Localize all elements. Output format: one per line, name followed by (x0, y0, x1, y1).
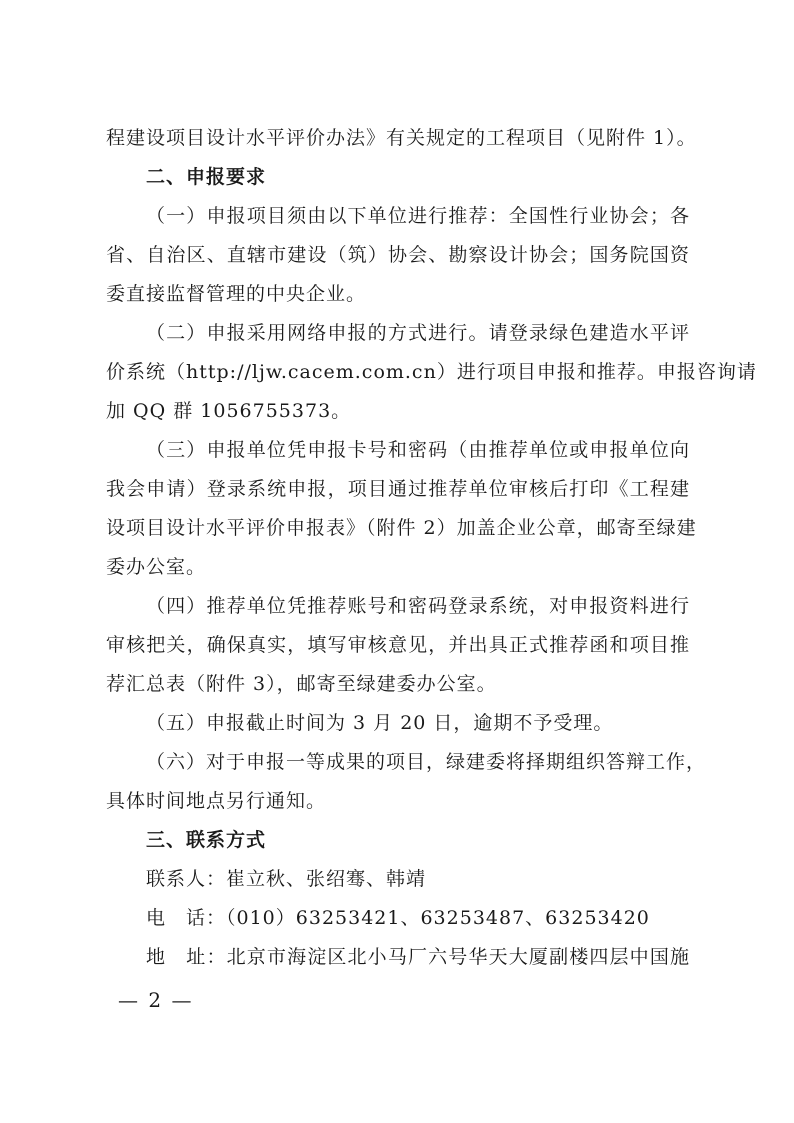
contact-person-line: 联系人：崔立秋、张绍骞、韩靖 (146, 868, 427, 890)
contact-phone-line: 电 话：（010）63253421、63253487、63253420 (146, 907, 650, 929)
paragraph-line: 加 QQ 群 1056755373。 (106, 400, 352, 422)
paragraph-line: （六）对于申报一等成果的项目，绿建委将择期组织答辩工作， (146, 751, 707, 773)
paragraph-line: （五）申报截止时间为 3 月 20 日，逾期不予受理。 (146, 712, 614, 734)
section-heading-contact: 三、联系方式 (146, 829, 267, 851)
paragraph-line: 委办公室。 (106, 556, 207, 578)
contact-address-line: 地 址：北京市海淀区北小马厂六号华天大厦副楼四层中国施 (146, 946, 690, 968)
paragraph-line: 委直接监督管理的中央企业。 (106, 283, 367, 305)
page-number: — 2 — (118, 988, 194, 1012)
paragraph-line: （一）申报项目须由以下单位进行推荐：全国性行业协会；各 (146, 205, 690, 227)
paragraph-line: 省、自治区、直辖市建设（筑）协会、勘察设计协会；国务院国资 (106, 244, 690, 266)
paragraph-line: 荐汇总表（附件 3），邮寄至绿建委办公室。 (106, 673, 497, 695)
paragraph-line: （三）申报单位凭申报卡号和密码（由推荐单位或申报单位向 (146, 439, 690, 461)
paragraph-line: 价系统（http://ljw.cacem.com.cn）进行项目申报和推荐。申报咨询请 (106, 361, 757, 383)
paragraph-line: （四）推荐单位凭推荐账号和密码登录系统，对申报资料进行 (146, 595, 690, 617)
paragraph-line: 具体时间地点另行通知。 (106, 790, 327, 812)
paragraph-line: 程建设项目设计水平评价办法》有关规定的工程项目（见附件 1）。 (106, 127, 697, 149)
paragraph-line: （二）申报采用网络申报的方式进行。请登录绿色建造水平评 (146, 322, 690, 344)
paragraph-line: 我会申请）登录系统申报，项目通过推荐单位审核后打印《工程建 (106, 478, 690, 500)
paragraph-line: 设项目设计水平评价申报表》（附件 2）加盖企业公章，邮寄至绿建 (106, 517, 697, 539)
paragraph-line: 审核把关，确保真实，填写审核意见，并出具正式推荐函和项目推 (106, 634, 690, 656)
section-heading-requirements: 二、申报要求 (146, 166, 267, 188)
